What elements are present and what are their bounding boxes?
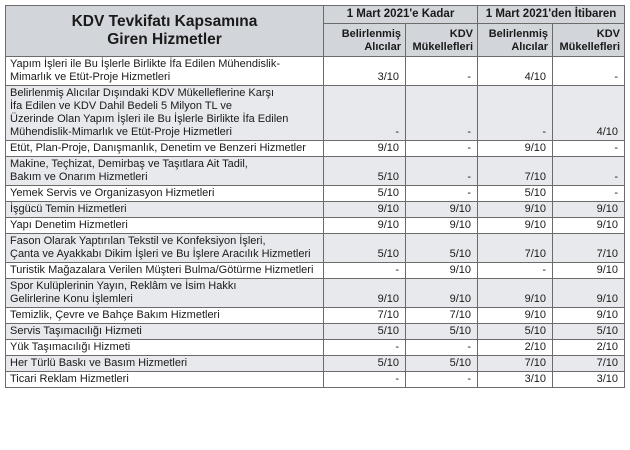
column-header-designated-buyers-after bbox=[478, 24, 553, 57]
rate-vat-taxpayers-before-cell: - bbox=[406, 157, 478, 186]
column-header-vat-taxpayers-after bbox=[553, 24, 625, 57]
rate-vat-taxpayers-after-cell: 9/10 bbox=[553, 218, 625, 234]
column-header-line: Belirlenmiş bbox=[488, 28, 549, 40]
rate-designated-buyers-after-cell: 3/10 bbox=[478, 372, 553, 388]
rate-designated-buyers-after-cell: 9/10 bbox=[478, 202, 553, 218]
rate-designated-buyers-before-cell: - bbox=[324, 263, 406, 279]
service-name-cell bbox=[6, 86, 324, 141]
service-name-cell bbox=[6, 356, 324, 372]
service-name-line: Yapım İşleri ile Bu İşlerle Birlikte İfa Edilen Mühendislik- bbox=[10, 58, 281, 70]
service-name-line: Bakım ve Onarım Hizmetleri bbox=[10, 171, 148, 183]
kdv-withholding-table-container bbox=[5, 5, 624, 388]
table-row bbox=[6, 186, 625, 202]
rate-designated-buyers-before-cell: - bbox=[324, 372, 406, 388]
table-row bbox=[6, 86, 625, 141]
column-header-designated-buyers-before bbox=[324, 24, 406, 57]
rate-vat-taxpayers-after-cell: 7/10 bbox=[553, 356, 625, 372]
rate-vat-taxpayers-before-cell: 9/10 bbox=[406, 202, 478, 218]
rate-designated-buyers-before-cell: - bbox=[324, 86, 406, 141]
column-header-line: Alıcılar bbox=[364, 41, 401, 53]
rate-vat-taxpayers-before-cell: 5/10 bbox=[406, 356, 478, 372]
rate-vat-taxpayers-after-cell: - bbox=[553, 141, 625, 157]
rate-vat-taxpayers-before-cell: 9/10 bbox=[406, 279, 478, 308]
service-name-line: Yük Taşımacılığı Hizmeti bbox=[10, 341, 131, 353]
service-name-line: İşgücü Temin Hizmetleri bbox=[10, 203, 127, 215]
rate-designated-buyers-before-cell: 9/10 bbox=[324, 279, 406, 308]
column-header-line: Mükellefleri bbox=[559, 41, 621, 53]
table-row bbox=[6, 234, 625, 263]
column-header-line: Belirlenmiş bbox=[341, 28, 401, 40]
rate-vat-taxpayers-after-cell: 9/10 bbox=[553, 202, 625, 218]
rate-designated-buyers-before-cell: 9/10 bbox=[324, 141, 406, 157]
table-row bbox=[6, 356, 625, 372]
table-title-line: Giren Hizmetler bbox=[107, 31, 222, 48]
service-name-cell bbox=[6, 308, 324, 324]
service-name-line: Mühendislik-Mimarlık ve Etüt-Proje Hizmetleri bbox=[10, 126, 232, 138]
service-name-line: Etüt, Plan-Proje, Danışmanlık, Denetim ve Benzeri Hizmetler bbox=[10, 142, 306, 154]
service-name-line: Mimarlık ve Etüt-Proje Hizmetleri bbox=[10, 71, 171, 83]
table-row bbox=[6, 324, 625, 340]
rate-designated-buyers-after-cell: 9/10 bbox=[478, 308, 553, 324]
column-header-line: KDV bbox=[596, 28, 621, 40]
rate-vat-taxpayers-before-cell: 9/10 bbox=[406, 218, 478, 234]
rate-designated-buyers-after-cell: 4/10 bbox=[478, 57, 553, 86]
rate-vat-taxpayers-after-cell: - bbox=[553, 57, 625, 86]
rate-designated-buyers-before-cell: 5/10 bbox=[324, 324, 406, 340]
rate-designated-buyers-before-cell: 5/10 bbox=[324, 186, 406, 202]
service-name-cell bbox=[6, 263, 324, 279]
service-name-cell bbox=[6, 202, 324, 218]
table-row bbox=[6, 279, 625, 308]
rate-designated-buyers-after-cell: 7/10 bbox=[478, 234, 553, 263]
service-name-line: Ticari Reklam Hizmetleri bbox=[10, 373, 129, 385]
period-header-after: 1 Mart 2021'den İtibaren bbox=[478, 6, 625, 24]
service-name-line: Turistik Mağazalara Verilen Müşteri Bulma/Götürme Hizmetleri bbox=[10, 264, 314, 276]
rate-vat-taxpayers-before-cell: 9/10 bbox=[406, 263, 478, 279]
table-row bbox=[6, 141, 625, 157]
rate-vat-taxpayers-before-cell: - bbox=[406, 372, 478, 388]
rate-vat-taxpayers-after-cell: 2/10 bbox=[553, 340, 625, 356]
service-name-line: Gelirlerine Konu İşlemleri bbox=[10, 293, 133, 305]
service-name-line: Servis Taşımacılığı Hizmeti bbox=[10, 325, 142, 337]
table-row bbox=[6, 218, 625, 234]
table-row bbox=[6, 157, 625, 186]
table-body bbox=[6, 57, 625, 388]
rate-vat-taxpayers-after-cell: 5/10 bbox=[553, 324, 625, 340]
rate-designated-buyers-after-cell: 5/10 bbox=[478, 324, 553, 340]
rate-designated-buyers-after-cell: 7/10 bbox=[478, 157, 553, 186]
period-header-before: 1 Mart 2021'e Kadar bbox=[324, 6, 478, 24]
service-name-line: Çanta ve Ayakkabı Dikim İşleri ve Bu İşlere Aracılık Hizmetleri bbox=[10, 248, 311, 260]
service-name-line: Makine, Teçhizat, Demirbaş ve Taşıtlara Ait Tadil, bbox=[10, 158, 248, 170]
rate-vat-taxpayers-before-cell: 5/10 bbox=[406, 234, 478, 263]
service-name-cell bbox=[6, 372, 324, 388]
rate-designated-buyers-after-cell: - bbox=[478, 86, 553, 141]
service-name-cell bbox=[6, 141, 324, 157]
rate-designated-buyers-before-cell: 3/10 bbox=[324, 57, 406, 86]
service-name-cell bbox=[6, 279, 324, 308]
rate-vat-taxpayers-after-cell: - bbox=[553, 157, 625, 186]
rate-designated-buyers-after-cell: - bbox=[478, 263, 553, 279]
service-name-line: Fason Olarak Yaptırılan Tekstil ve Konfeksiyon İşleri, bbox=[10, 235, 266, 247]
column-header-line: Alıcılar bbox=[511, 41, 549, 53]
table-row bbox=[6, 372, 625, 388]
rate-designated-buyers-after-cell: 9/10 bbox=[478, 218, 553, 234]
service-name-line: Belirlenmiş Alıcılar Dışındaki KDV Mükelleflerine Karşı bbox=[10, 87, 275, 99]
service-name-line: Her Türlü Baskı ve Basım Hizmetleri bbox=[10, 357, 188, 369]
rate-designated-buyers-after-cell: 2/10 bbox=[478, 340, 553, 356]
rate-vat-taxpayers-after-cell: 7/10 bbox=[553, 234, 625, 263]
rate-vat-taxpayers-after-cell: 9/10 bbox=[553, 279, 625, 308]
rate-designated-buyers-before-cell: 5/10 bbox=[324, 234, 406, 263]
table-row bbox=[6, 308, 625, 324]
service-name-line: Temizlik, Çevre ve Bahçe Bakım Hizmetleri bbox=[10, 309, 220, 321]
column-header-line: Mükellefleri bbox=[412, 41, 474, 53]
header-row-periods bbox=[6, 6, 625, 24]
service-name-cell bbox=[6, 340, 324, 356]
table-row bbox=[6, 57, 625, 86]
rate-vat-taxpayers-before-cell: 7/10 bbox=[406, 308, 478, 324]
rate-vat-taxpayers-before-cell: - bbox=[406, 57, 478, 86]
rate-vat-taxpayers-before-cell: - bbox=[406, 186, 478, 202]
rate-designated-buyers-before-cell: 5/10 bbox=[324, 157, 406, 186]
column-header-line: KDV bbox=[449, 28, 474, 40]
service-name-line: Yemek Servis ve Organizasyon Hizmetleri bbox=[10, 187, 215, 199]
rate-designated-buyers-after-cell: 9/10 bbox=[478, 279, 553, 308]
service-name-cell bbox=[6, 57, 324, 86]
table-row bbox=[6, 202, 625, 218]
service-name-cell bbox=[6, 234, 324, 263]
rate-designated-buyers-before-cell: 9/10 bbox=[324, 218, 406, 234]
service-name-line: Üzerinde Olan Yapım İşleri ile Bu İşlerle Birlikte İfa Edilen bbox=[10, 113, 289, 125]
rate-vat-taxpayers-after-cell: 4/10 bbox=[553, 86, 625, 141]
rate-designated-buyers-before-cell: 9/10 bbox=[324, 202, 406, 218]
rate-designated-buyers-after-cell: 5/10 bbox=[478, 186, 553, 202]
service-name-cell bbox=[6, 218, 324, 234]
table-row bbox=[6, 263, 625, 279]
rate-designated-buyers-after-cell: 7/10 bbox=[478, 356, 553, 372]
rate-vat-taxpayers-before-cell: - bbox=[406, 141, 478, 157]
service-name-line: Spor Kulüplerinin Yayın, Reklâm ve İsim Hakkı bbox=[10, 280, 237, 292]
rate-designated-buyers-before-cell: - bbox=[324, 340, 406, 356]
service-name-cell bbox=[6, 157, 324, 186]
rate-vat-taxpayers-after-cell: 9/10 bbox=[553, 263, 625, 279]
table-row bbox=[6, 340, 625, 356]
service-name-line: Yapı Denetim Hizmetleri bbox=[10, 219, 128, 231]
rate-designated-buyers-after-cell: 9/10 bbox=[478, 141, 553, 157]
rate-designated-buyers-before-cell: 5/10 bbox=[324, 356, 406, 372]
table-title-line: KDV Tevkifatı Kapsamına bbox=[71, 13, 258, 30]
rate-vat-taxpayers-before-cell: - bbox=[406, 340, 478, 356]
rate-designated-buyers-before-cell: 7/10 bbox=[324, 308, 406, 324]
service-name-cell bbox=[6, 186, 324, 202]
rate-vat-taxpayers-after-cell: 9/10 bbox=[553, 308, 625, 324]
table-title bbox=[6, 6, 324, 57]
service-name-line: İfa Edilen ve KDV Dahil Bedeli 5 Milyon TL ve bbox=[10, 100, 232, 112]
column-header-vat-taxpayers-before bbox=[406, 24, 478, 57]
rate-vat-taxpayers-after-cell: - bbox=[553, 186, 625, 202]
kdv-withholding-table bbox=[5, 5, 625, 388]
rate-vat-taxpayers-after-cell: 3/10 bbox=[553, 372, 625, 388]
service-name-cell bbox=[6, 324, 324, 340]
rate-vat-taxpayers-before-cell: - bbox=[406, 86, 478, 141]
rate-vat-taxpayers-before-cell: 5/10 bbox=[406, 324, 478, 340]
